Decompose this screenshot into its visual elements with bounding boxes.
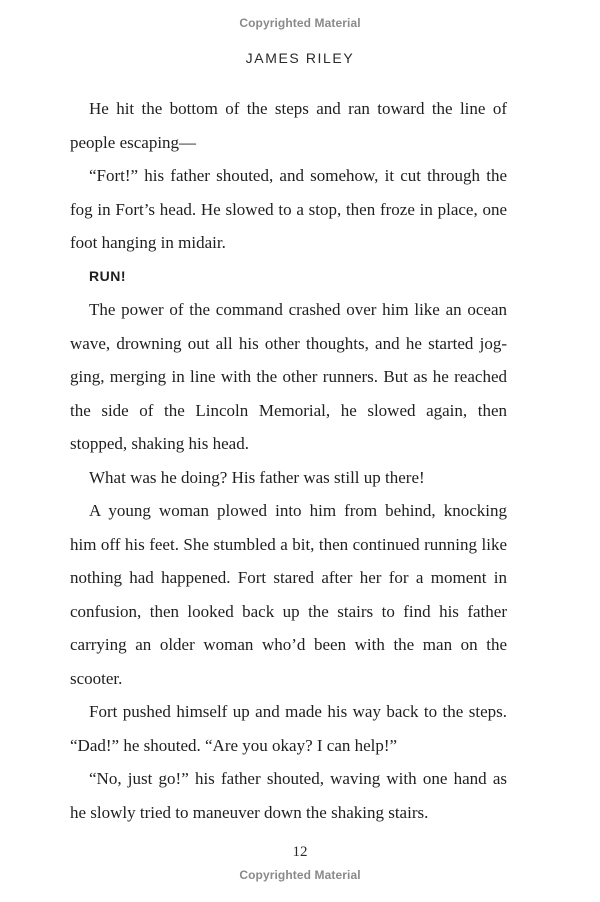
page-body bbox=[70, 92, 507, 829]
shout-line: RUN! bbox=[89, 267, 126, 284]
running-head-author: JAMES RILEY bbox=[245, 50, 355, 66]
paragraph: “Fort!” his father shouted, and somehow, it cut through the fog in Fort’s head. He slowed to a stop, then froze in place, one foot hanging in midair. bbox=[70, 166, 507, 252]
paragraph: What was he doing? His father was still up there! bbox=[89, 467, 425, 487]
paragraph: A young woman plowed into him from behind, knocking him off his feet. She stumbled a bit, then continued running like nothing had happened. Fort stared after her for a moment in confusion, then looked back up the stairs to find his father carrying an older woman who’d been with the man on the scooter. bbox=[70, 501, 507, 688]
copyright-watermark-bottom: Copyrighted Material bbox=[239, 868, 361, 882]
paragraph: “No, just go!” his father shouted, waving with one hand as he slowly tried to maneuver down the shaking stairs. bbox=[70, 769, 507, 822]
copyright-watermark-top: Copyrighted Material bbox=[239, 16, 361, 30]
page-number: 12 bbox=[292, 844, 308, 860]
paragraph: The power of the command crashed over him like an ocean wave, drowning out all his other thoughts, and he started jogging, merging in line with the other runners. But as he reached the side of the Lincoln Memorial, he slowed again, then stopped, shaking his head. bbox=[70, 300, 507, 453]
paragraph: Fort pushed himself up and made his way back to the steps. “Dad!” he shouted. “Are you okay? I can help!” bbox=[70, 702, 507, 755]
paragraph: He hit the bottom of the steps and ran toward the line of people escaping— bbox=[70, 99, 507, 152]
